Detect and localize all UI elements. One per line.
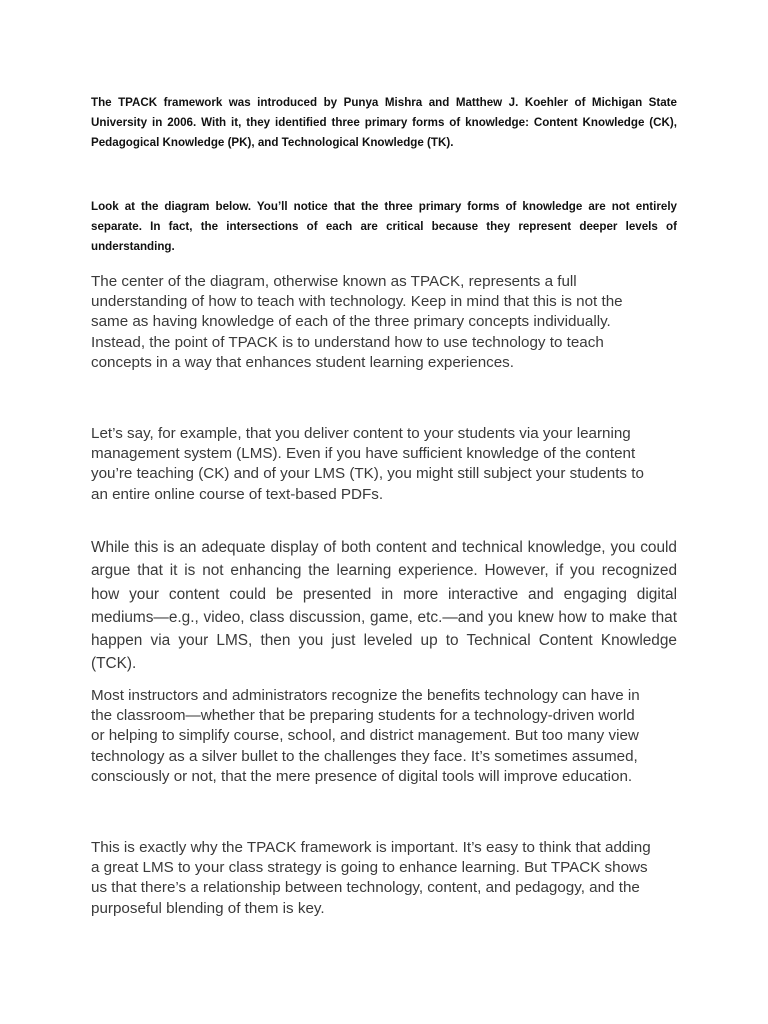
tck-paragraph: While this is an adequate display of both content and technical knowledge, you could argue that it is not enhancing the learning experience. However, if you recognized how your content could be presented in more interactive and engaging digital mediums—e.g., video, class discussion, game, etc.—and you knew how to make that happen via your LMS, then you just leveled up to Technical Content Knowledge (TCK). xyxy=(91,539,677,673)
conclusion-paragraph: This is exactly why the TPACK framework is important. It’s easy to think that adding a great LMS to your class strategy is going to enhance learning. But TPACK shows us that there’s a relationship between technology, content, and pedagogy, and the purposeful blending of them is key. xyxy=(91,839,651,917)
intro-paragraph: The TPACK framework was introduced by Punya Mishra and Matthew J. Koehler of Michigan State University in 2006. With it, they identified three primary forms of knowledge: Content Knowledge (CK), Pedagogical Knowledge (PK), and Technological Knowledge (TK). xyxy=(91,96,677,149)
diagram-intro-paragraph: Look at the diagram below. You’ll notice that the three primary forms of knowledge are not entirely separate. In fact, the intersections of each are critical because they represent deeper levels of understanding. xyxy=(91,200,677,253)
lms-example-paragraph: Let’s say, for example, that you deliver content to your students via your learning management system (LMS). Even if you have sufficient knowledge of the content you’re teaching (CK) and of your LMS (TK), you might still subject your students to an entire online course of text-based PDFs. xyxy=(91,425,644,503)
tpack-center-paragraph: The center of the diagram, otherwise known as TPACK, represents a full understanding of how to teach with technology. Keep in mind that this is not the same as having knowledge of each of the three primary concepts individually. Instead, the point of TPACK is to understand how to use technology to teach concepts in a way that enhances student learning experiences. xyxy=(91,273,623,371)
benefits-paragraph: Most instructors and administrators recognize the benefits technology can have in the classroom—whether that be preparing students for a technology-driven world or helping to simplify course, school, and district management. But too many view technology as a silver bullet to the challenges they face. It’s sometimes assumed, consciously or not, that the mere presence of digital tools will improve education. xyxy=(91,687,640,785)
